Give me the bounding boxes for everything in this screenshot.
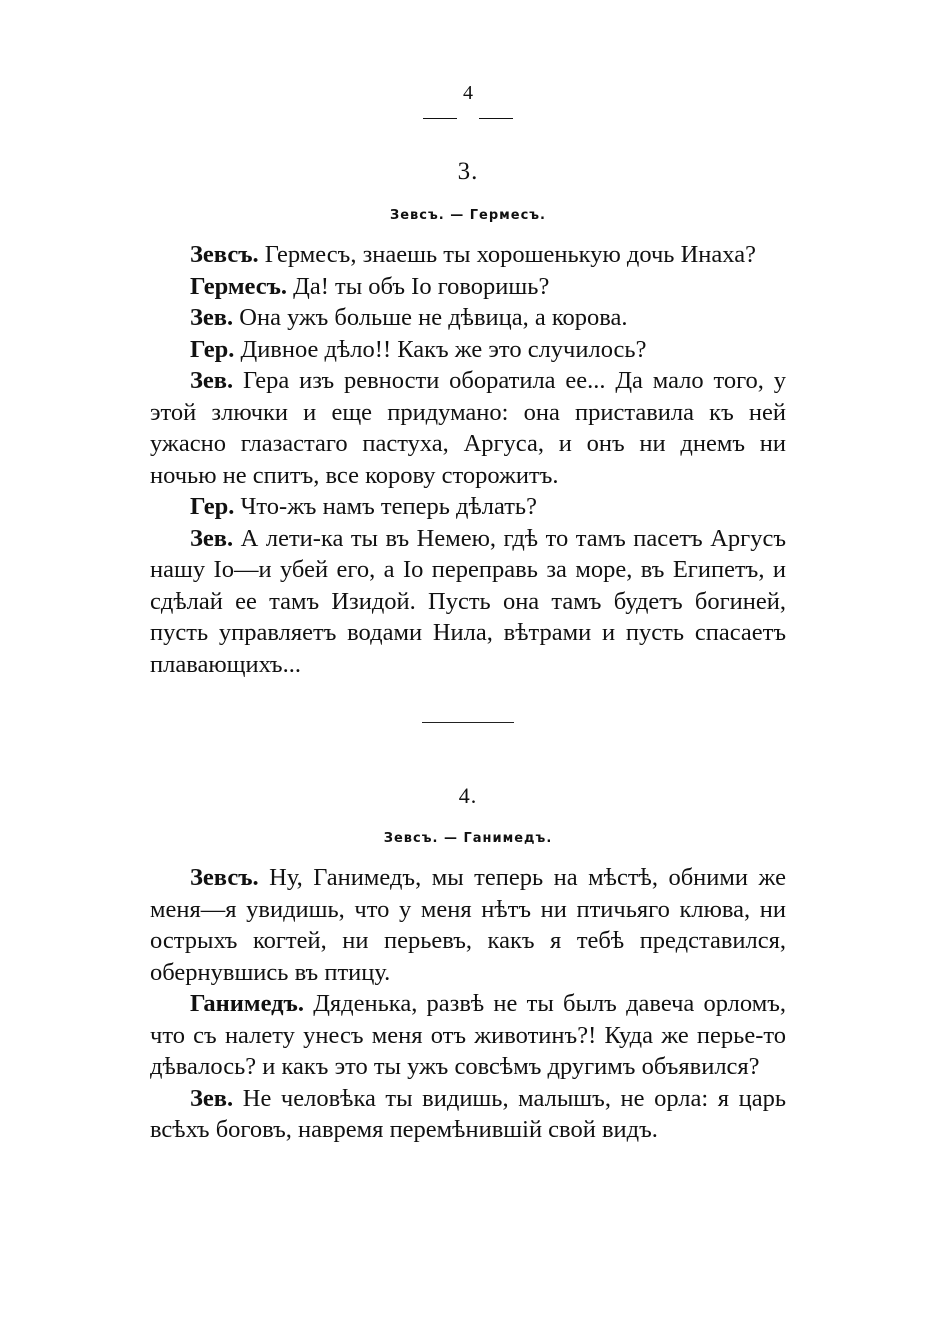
speaker-name: Зев. [190,1084,234,1112]
speaker-name: Гер. [190,335,235,363]
dialogue-line [150,302,786,334]
dialogue [150,239,786,680]
dialogue-line [150,988,786,1083]
line-text: Дяденька, развѣ не ты былъ давеча орломъ, что съ налету унесъ меня отъ животинъ?! Куда же перье-то дѣвалось? и какъ это ты ужъ совсѣмъ другимъ объявился? [150,990,786,1080]
page-number-header [150,82,786,122]
header-rule-right [479,118,513,119]
speaker-name: Ганимедъ. [190,990,304,1017]
page-number: 4 [463,82,473,104]
dialogue-line [150,1083,786,1146]
line-text: Дивное дѣло!! Какъ же это случилось? [234,335,647,363]
speaker-name: Зев. [190,304,234,331]
line-text: Она ужъ больше не дѣвица, а корова. [233,304,628,331]
speaker-name: Гермесъ. [190,272,287,300]
dialogue-line [150,239,786,271]
dialogue-line [150,862,786,988]
line-text: А лети-ка ты въ Немею, гдѣ то тамъ пасетъ Аргусъ нашу Іо—и убей его, а Іо переправь за море, въ Египетъ, и сдѣлай ее тамъ Изидой. Пусть она тамъ будетъ богиней, пусть управляетъ водами Нила, вѣтрами и пусть спасаетъ плавающихъ... [150,524,786,678]
speaker-name: Зев. [190,524,234,552]
section-divider [422,722,514,723]
speaker-name: Зевсъ. [190,241,259,268]
dialogue-line [150,365,786,491]
dialogue-line [150,271,786,303]
section-4 [150,783,786,1146]
header-rule-left [423,118,457,119]
dialogue-line [150,523,786,681]
line-text: Не человѣка ты видишь, малышъ, не орла: я царь всѣхъ боговъ, навремя перемѣнившій свой видъ. [150,1084,786,1143]
section-heading: Зевсъ. — Гермесъ. [389,208,546,223]
dialogue-line [150,334,786,366]
line-text: Гермесъ, знаешь ты хорошенькую дочь Инаха? [258,241,756,268]
line-text: Гера изъ ревности оборатила ее... Да мало того, у этой злючки и еще придумано: она приставила къ ней ужасно глазастаго пастуха, Аргуса, и онъ ни днемъ ни ночью не спитъ, все корову сторожитъ. [150,367,786,489]
speaker-name: Зев. [190,367,234,394]
section-number: 3. [457,158,479,185]
line-text: Ну, Ганимедъ, мы теперь на мѣстѣ, обними же меня—я увидишь, что у меня нѣтъ ни птичьяго клюва, ни острыхъ когтей, ни перьевъ, какъ я тебѣ представился, обернувшись въ птицу. [150,864,786,986]
dialogue [150,862,786,1146]
section-3 [150,158,786,680]
speaker-name: Зевсъ. [190,864,259,891]
section-number: 4. [458,783,478,808]
line-text: Да! ты объ Іо говоришь? [287,272,550,300]
line-text: Что-жъ намъ теперь дѣлать? [234,493,537,520]
section-heading: Зевсъ. — Ганимедъ. [383,831,553,846]
book-page [150,82,786,1146]
speaker-name: Гер. [190,493,235,520]
dialogue-line [150,491,786,523]
